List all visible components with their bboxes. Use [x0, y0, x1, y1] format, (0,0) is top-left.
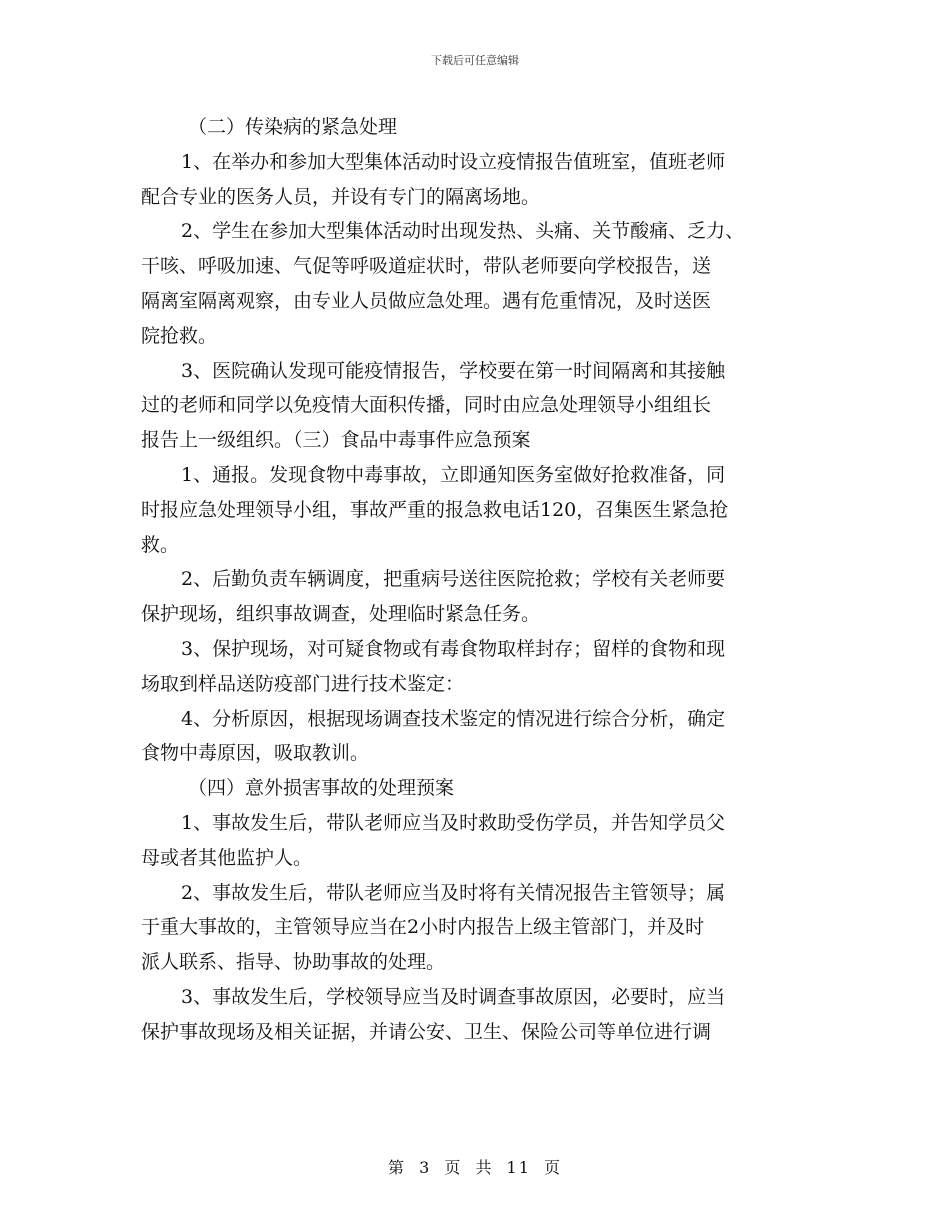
- text-line: 过的老师和同学以免疫情大面积传播，同时由应急处理领导小组组长: [141, 394, 712, 417]
- text-line: 2、事故发生后，带队老师应当及时将有关情况报告主管领导；属: [181, 881, 726, 904]
- page-footer: 第 3 页 共 11 页: [388, 1158, 562, 1177]
- text-line: 隔离室隔离观察，由专业人员做应急处理。遇有危重情况，及时送医: [141, 289, 712, 312]
- text-line: 保护现场，组织事故调查，处理临时紧急任务。: [141, 603, 541, 626]
- page-header: 下载后可任意编辑: [431, 54, 519, 67]
- text-line: 3、医院确认发现可能疫情报告，学校要在第一时间隔离和其接触: [181, 359, 726, 382]
- text-line: 院抢救。: [141, 324, 218, 347]
- text-line: 3、保护现场，对可疑食物或有毒食物取样封存；留样的食物和现: [181, 637, 726, 660]
- text-line: 4、分析原因，根据现场调查技术鉴定的情况进行综合分析，确定: [181, 707, 726, 730]
- text-line: 1、在举办和参加大型集体活动时设立疫情报告值班室，值班老师: [181, 150, 726, 173]
- text-line: 1、事故发生后，带队老师应当及时救助受伤学员，并告知学员父: [181, 811, 726, 834]
- text-line: （四）意外损害事故的处理预案: [188, 777, 455, 800]
- text-line: 干咳、呼吸加速、气促等呼吸道症状时，带队老师要向学校报告，送: [141, 255, 712, 278]
- text-line: 时报应急处理领导小组，事故严重的报急救电话120，召集医生紧急抢: [141, 498, 729, 521]
- text-line: 1、通报。发现食物中毒事故，立即通知医务室做好抢救准备，同: [181, 463, 726, 486]
- text-line: （二）传染病的紧急处理: [188, 116, 398, 138]
- text-line: 场取到样品送防疫部门进行技术鉴定：: [141, 672, 465, 695]
- text-line: 3、事故发生后，学校领导应当及时调查事故原因，必要时，应当: [181, 985, 726, 1008]
- text-line: 2、后勤负责车辆调度，把重病号送往医院抢救；学校有关老师要: [181, 568, 726, 591]
- text-line: 2、学生在参加大型集体活动时出现发热、头痛、关节酸痛、乏力、: [181, 220, 745, 243]
- document-body: [141, 110, 821, 1050]
- text-line: 于重大事故的，主管领导应当在2小时内报告上级主管部门，并及时: [141, 916, 705, 939]
- text-line: 配合专业的医务人员，并设有专门的隔离场地。: [141, 185, 541, 208]
- text-line: 保护事故现场及相关证据，并请公安、卫生、保险公司等单位进行调: [141, 1020, 712, 1043]
- text-line: 救。: [141, 533, 180, 556]
- text-line: 派人联系、指导、协助事故的处理。: [141, 951, 446, 974]
- text-line: 食物中毒原因，吸取教训。: [141, 742, 370, 765]
- text-line: 报告上一级组织。（三）食品中毒事件应急预案: [141, 429, 531, 452]
- text-line: 母或者其他监护人。: [141, 846, 313, 869]
